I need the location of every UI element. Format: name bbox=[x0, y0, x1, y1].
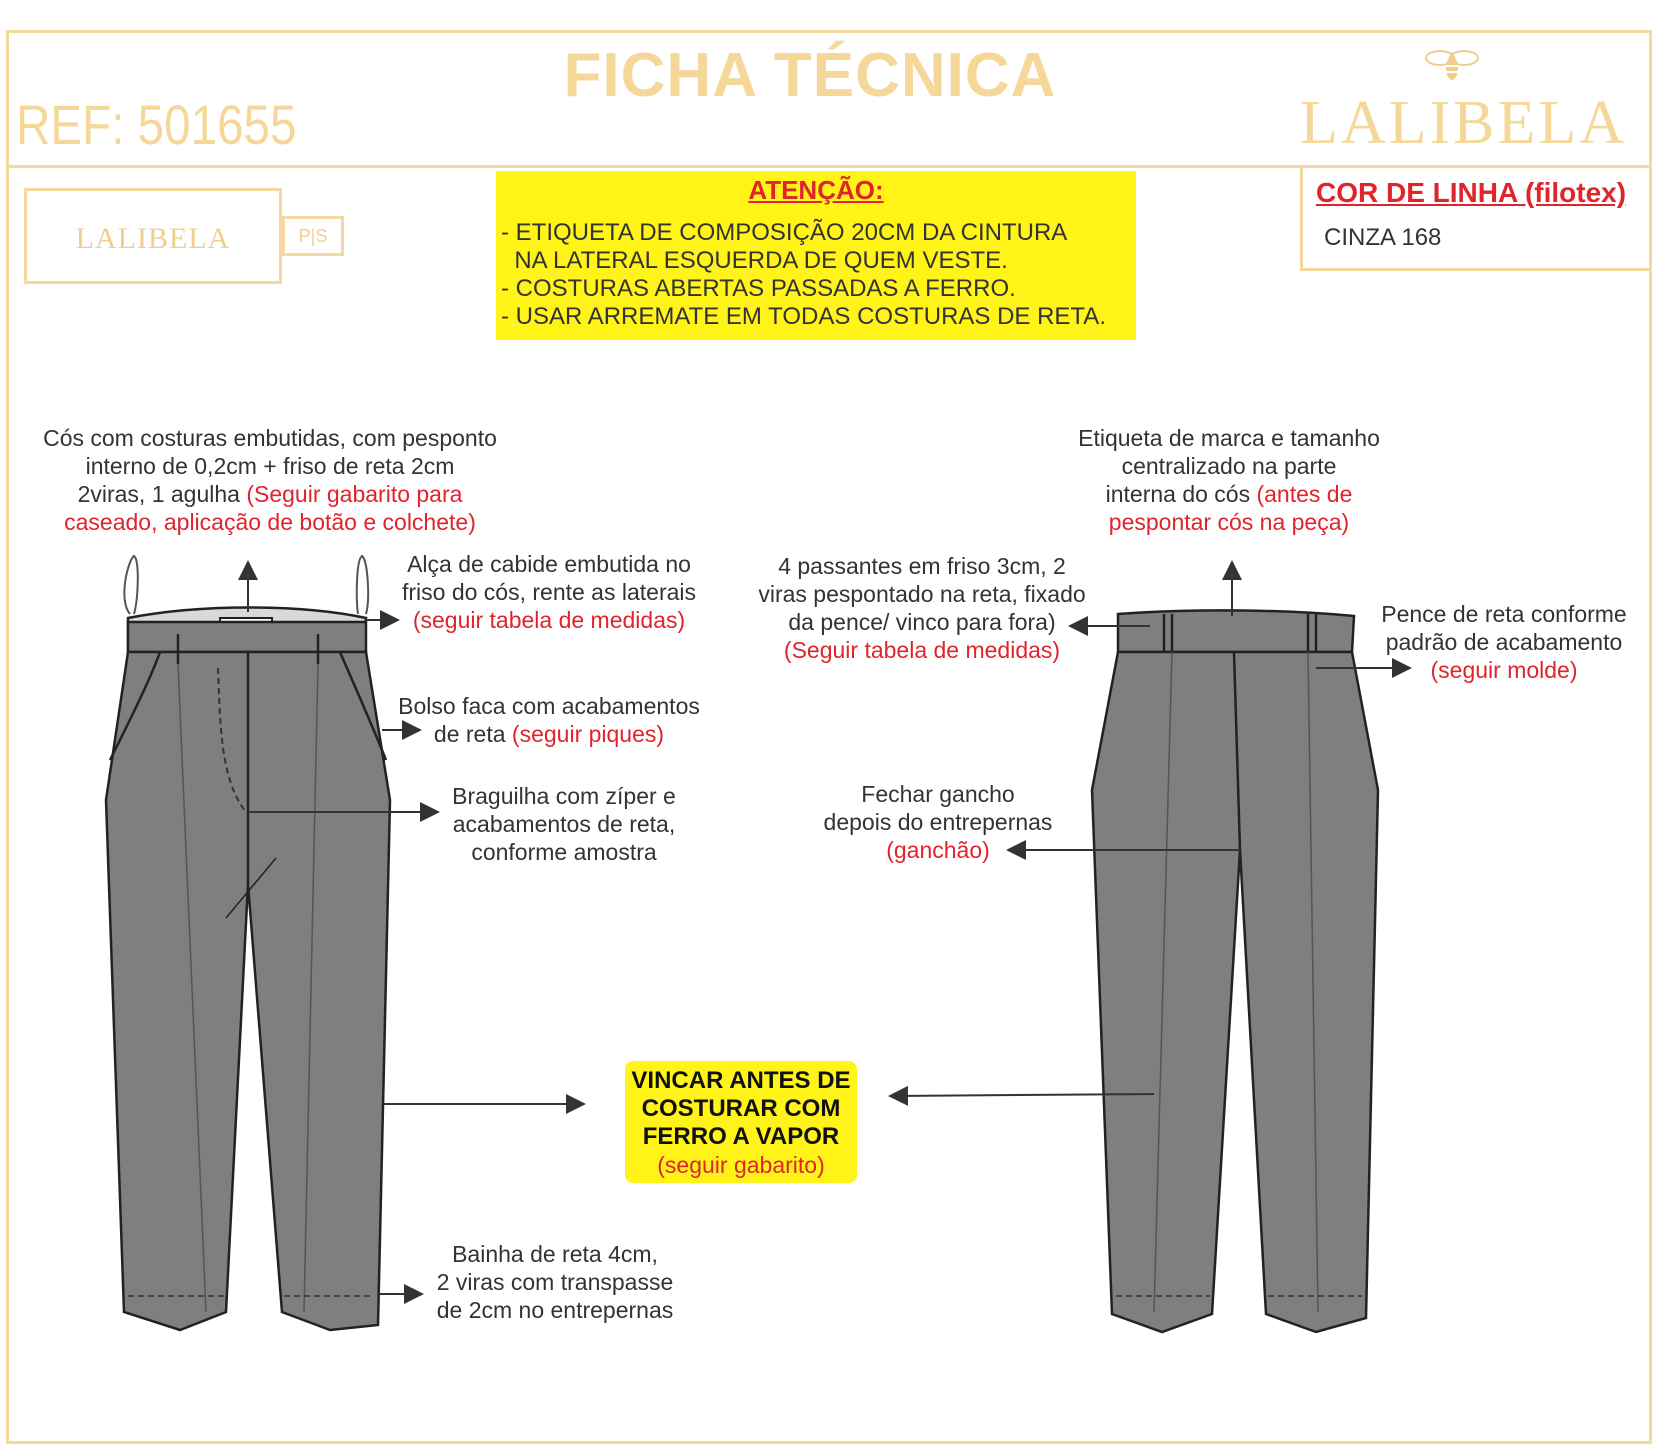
note-braguilha: Braguilha com zíper e acabamentos de reta, conforme amostra bbox=[452, 783, 676, 865]
note-cos: Cós com costuras embutidas, com pesponto interno de 0,2cm + friso de reta 2cm 2viras, 1 agulha (Seguir gabarito para caseado, aplicação de botão e colchete) bbox=[43, 425, 497, 535]
attention-line-4: - USAR ARREMATE EM TODAS COSTURAS DE RETA. bbox=[501, 303, 1106, 330]
note-pence: Pence de reta conforme padrão de acabamento (seguir molde) bbox=[1381, 601, 1627, 683]
note-vincar: VINCAR ANTES DE COSTURAR COM FERRO A VAPOR (seguir gabarito) bbox=[625, 1061, 857, 1183]
thread-value: CINZA 168 bbox=[1324, 224, 1442, 251]
attention-title: ATENÇÃO: bbox=[748, 175, 884, 205]
note-gancho: Fechar gancho depois do entrepernas (ganchão) bbox=[823, 781, 1053, 863]
note-etiqueta: Etiqueta de marca e tamanho centralizado na parte interna do cós (antes de pespontar cós na peça) bbox=[1078, 425, 1380, 535]
back-pants bbox=[1092, 610, 1378, 1332]
front-pants bbox=[106, 556, 390, 1330]
note-passantes: 4 passantes em friso 3cm, 2 viras pespontado na reta, fixado da pence/ vinco para fora) (Seguir tabela de medidas) bbox=[758, 553, 1086, 663]
thread-title: COR DE LINHA (filotex) bbox=[1316, 177, 1627, 208]
attention-line-3: - COSTURAS ABERTAS PASSADAS A FERRO. bbox=[501, 275, 1016, 302]
brand-logo: LALIBELA bbox=[1300, 89, 1628, 157]
attention-line-1: - ETIQUETA DE COMPOSIÇÃO 20CM DA CINTURA bbox=[501, 219, 1068, 246]
note-bolso: Bolso faca com acabamentos de reta (seguir piques) bbox=[398, 693, 700, 747]
size-tag: P|S bbox=[282, 216, 344, 256]
attention-line-2: NA LATERAL ESQUERDA DE QUEM VESTE. bbox=[501, 247, 1008, 274]
page-title: FICHA TÉCNICA bbox=[563, 41, 1057, 110]
note-bainha: Bainha de reta 4cm, 2 viras com transpasse de 2cm no entrepernas bbox=[436, 1241, 674, 1323]
label-brand-text: LALIBELA bbox=[75, 222, 231, 255]
reference-code: REF: 501655 bbox=[16, 93, 297, 156]
note-alca: Alça de cabide embutida no friso do cós, rente as laterais (seguir tabela de medidas) bbox=[401, 551, 697, 633]
